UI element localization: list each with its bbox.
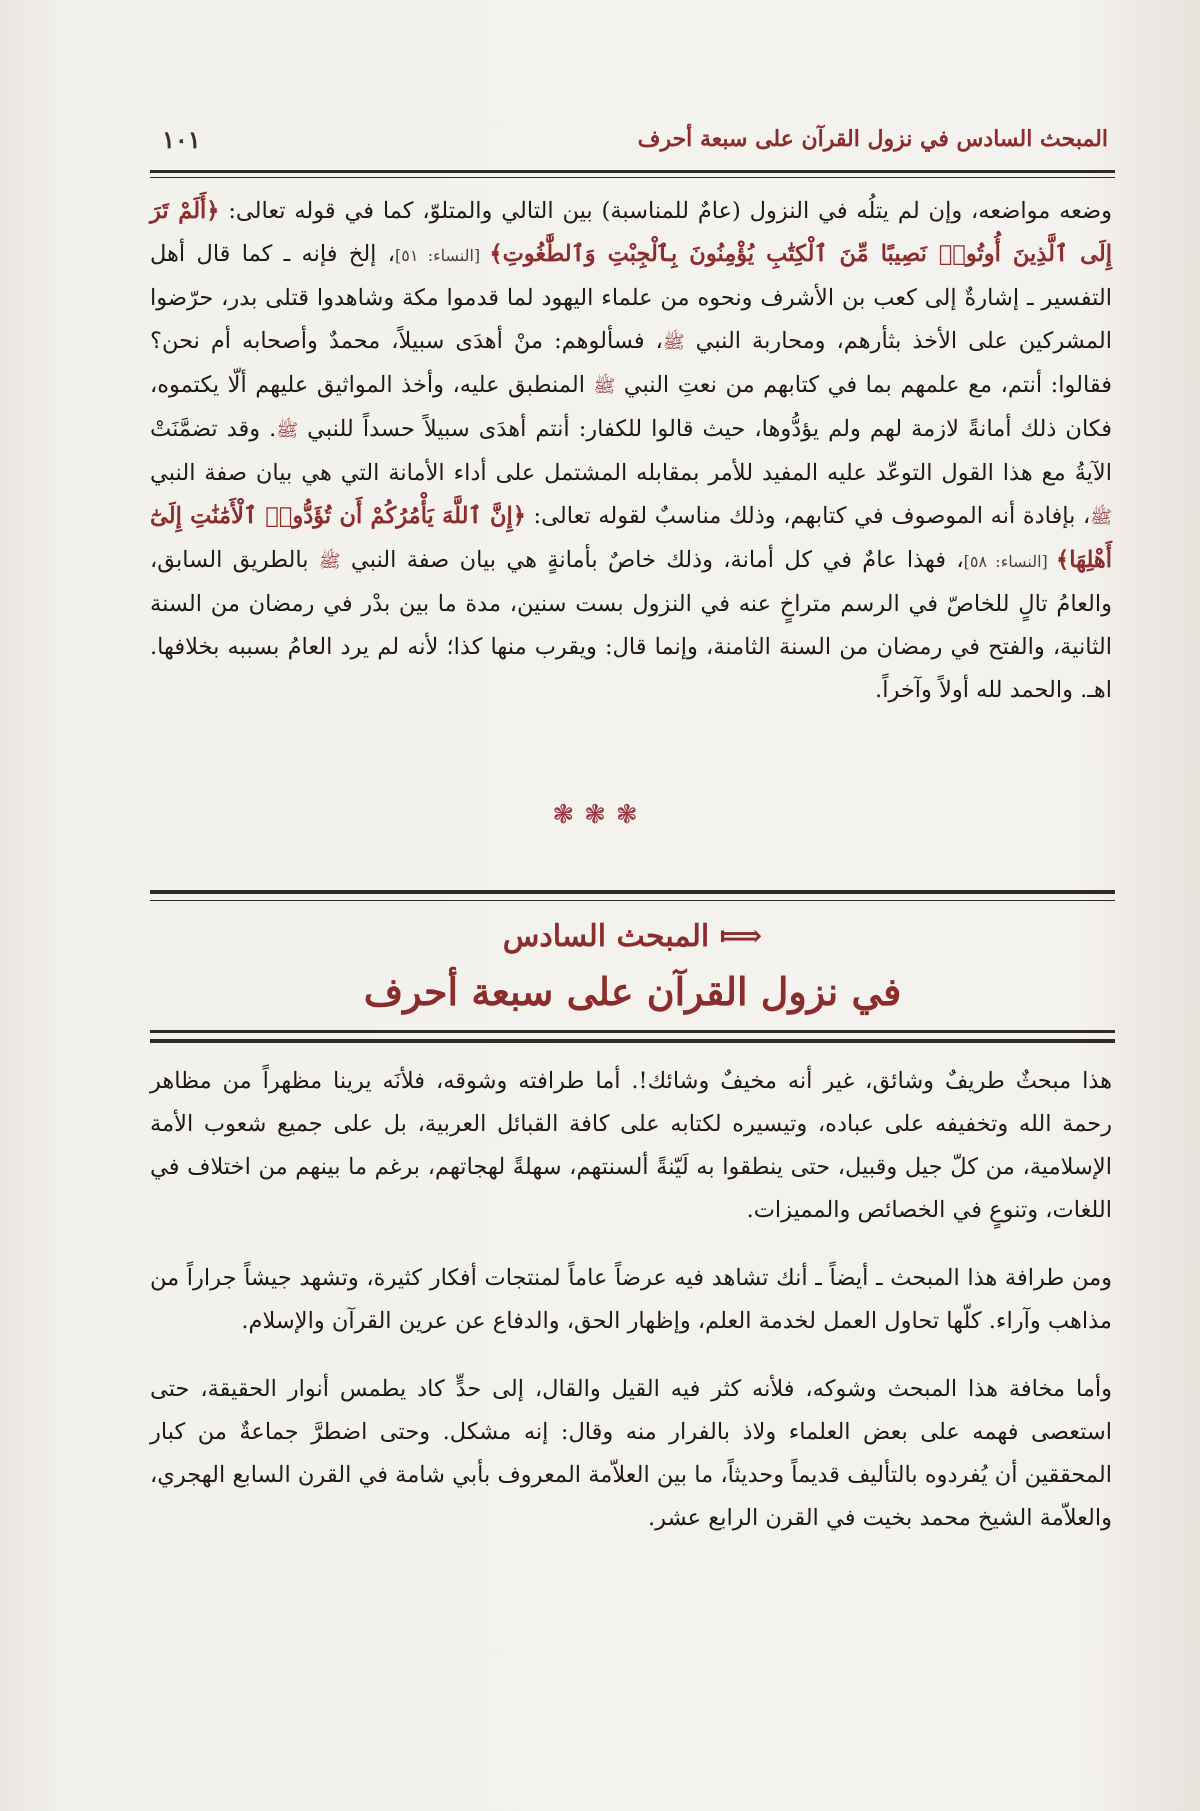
section-bottom-rule xyxy=(150,1030,1115,1043)
quran-verse: ﴿إِنَّ ٱللَّهَ يَأْمُرُكُمْ أَن تُؤَدُّوا۟ ٱلْأَمَٰنَٰتِ إِلَىٰٓ أَهْلِهَا﴾ xyxy=(150,503,1113,573)
quran-verse: ﴿أَلَمْ تَرَ إِلَى ٱلَّذِينَ أُوتُوا۟ نَصِيبًا مِّنَ ٱلْكِتَٰبِ يُؤْمِنُونَ بِٱلْجِبْتِ وَٱلطَّٰغُوتِ﴾ xyxy=(150,198,1113,267)
running-header-title: المبحث السادس في نزول القرآن على سبعة أحرف xyxy=(637,126,1108,152)
salla-glyph: ﷺ xyxy=(276,420,299,441)
salla-glyph: ﷺ xyxy=(662,332,685,353)
lower-paragraph-3: وأما مخافة هذا المبحث وشوكه، فلأنه كثر فيه القيل والقال، إلى حدٍّ كاد يطمس أنوار الحقيقة، حتى استعصى فهمه على بعض العلماء ولاذ بالفرار منه وقال: إنه مشكل. وحتى اضطرَّ جماعةٌ من كبار المحققين أن يُفردوه بالتأليف قديماً وحديثاً، ما بين العلاّمة المعروف بأبي شامة في القرن السابع الهجري، والعلاّمة الشيخ محمد بخيت في القرن الرابع عشر. xyxy=(150,1376,1112,1531)
page-number: ١٠١ xyxy=(162,124,201,154)
section-subtitle: في نزول القرآن على سبعة أحرف xyxy=(363,969,902,1014)
lower-paragraph-1: هذا مبحثٌ طريفٌ وشائق، غير أنه مخيفٌ وشائك!. أما طرافته وشوقه، فلأنَه يرينا مظهراً من مظاهر رحمة الله وتخفيفه على عباده، وتيسيره لكتابه على كافة القبائل العربية، بل على جميع شعوب الأمة الإسلامية، من كلّ جيل وقبيل، حتى ينطقوا به لَيّنةً ألسنتهم، سهلةً لهجاتهم، برغم ما بينهم من اختلاف في اللغات، وتنوعٍ في الخصائص والمميزات. xyxy=(150,1068,1112,1223)
lower-paragraph-2: ومن طرافة هذا المبحث ـ أيضاً ـ أنك تشاهد فيه عرضاً عاماً لمنتجات أفكار كثيرة، وتشهد جيشاً جراراً من مذاهب وآراء. كلّها تحاول العمل لخدمة العلم، وإظهار الحق، والدفاع عن عرين القرآن والإسلام. xyxy=(150,1265,1112,1334)
arrow-icon: ⟾ xyxy=(719,919,763,954)
salla-glyph: ﷺ xyxy=(593,376,616,397)
ornament-divider: ❃❃❃ xyxy=(552,800,648,830)
section-heading xyxy=(150,912,1115,1022)
running-header xyxy=(162,112,1108,166)
section-top-rule xyxy=(150,890,1115,901)
verse-reference: [النساء: ٥٨] xyxy=(963,552,1057,571)
salla-glyph: ﷺ xyxy=(318,551,341,572)
verse-reference: [النساء: ٥١] xyxy=(395,246,490,265)
upper-paragraph: وضعه مواضعه، وإن لم يتلُه في النزول (عامٌ للمناسبة) بين التالي والمتلوّ، كما في قوله تعالى: ﴿أَلَمْ تَرَ إِلَى ٱلَّذِينَ أُوتُوا۟ نَصِيبًا مِّنَ ٱلْكِتَٰبِ يُؤْمِنُونَ بِٱلْجِبْتِ وَٱلطَّٰغُوتِ﴾ [النساء: ٥١]، إلخ فإنه ـ كما قال أهل التفسير ـ إشارةٌ إلى كعب بن الأشرف ونحوه من علماء اليهود لما قدموا مكة وشاهدوا قتلى بدر، حرّضوا المشركين على الأخذ بثأرهم، ومحاربة النبي ﷺ، فسألوهم: منْ أهدَى سبيلاً، محمدٌ وأصحابه أم نحن؟ فقالوا: أنتم، مع علمهم بما في كتابهم من نعتِ النبي ﷺ المنطبق عليه، وأخذ المواثيق عليهم ألّا يكتموه، فكان ذلك أمانةً لازمة لهم ولم يؤدُّوها، حيث قالوا للكفار: أنتم أهدَى سبيلاً حسداً للنبي ﷺ. وقد تضمَّنَتْ الآيةُ مع هذا القول التوعّد عليه المفيد للأمر بمقابله المشتمل على أداء الأمانة التي هي بيان صفة النبي ﷺ، بإفادة أنه الموصوف في كتابهم، وذلك مناسبٌ لقوله تعالى: ﴿إِنَّ ٱللَّهَ يَأْمُرُكُمْ أَن تُؤَدُّوا۟ ٱلْأَمَٰنَٰتِ إِلَىٰٓ أَهْلِهَا﴾ [النساء: ٥٨]، فهذا عامٌ في كل أمانة، وذلك خاصٌ بأمانةٍ هي بيان صفة النبي ﷺ بالطريق السابق، والعامُ تالٍ للخاصّ في الرسم متراخٍ عنه في النزول بست سنين، مدة ما بين بدْر في رمضان من السنة الثانية، والفتح في رمضان من السنة الثامنة، وإنما قال: ويقرب منها كذا؛ لأنه لم يرد العامُ بسببه بخلافها. اهـ. والحمد لله أولاً وآخراً. xyxy=(150,198,1113,703)
upper-text xyxy=(150,190,1112,712)
header-rule xyxy=(150,170,1115,178)
section-label: ⟾المبحث السادس xyxy=(150,912,1115,962)
lower-text xyxy=(150,1060,1112,1540)
salla-glyph: ﷺ xyxy=(1090,507,1113,528)
